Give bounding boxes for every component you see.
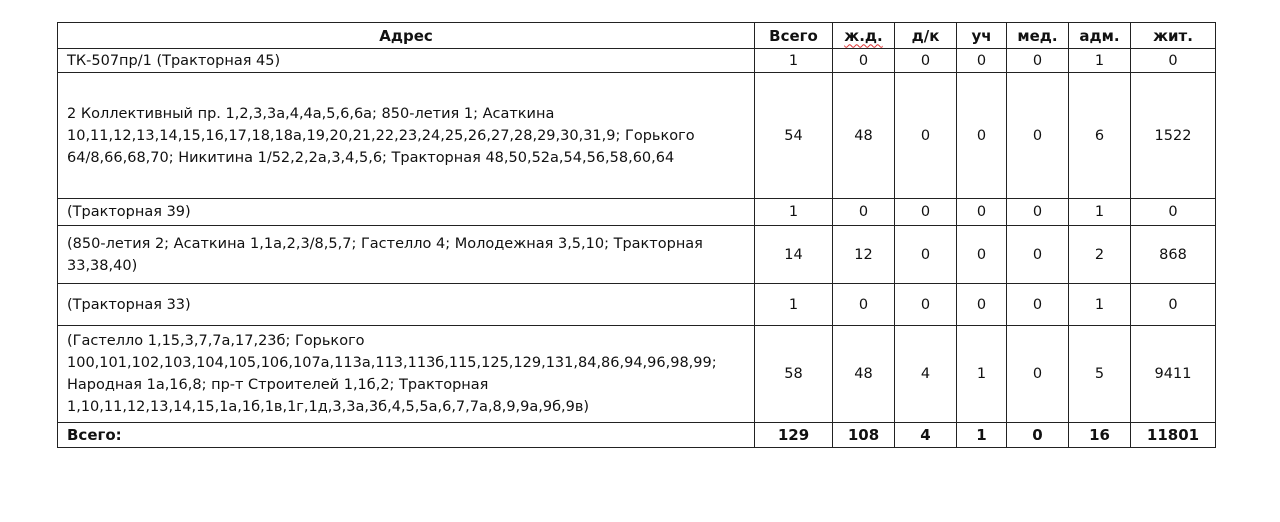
- header-adm: адм.: [1069, 23, 1131, 49]
- row-total: 1: [755, 199, 833, 226]
- totals-total: 129: [755, 423, 833, 448]
- row-zhit: 0: [1131, 284, 1216, 326]
- table-row: [58, 73, 1216, 199]
- totals-zhit: 11801: [1131, 423, 1216, 448]
- row-address: ТК-507пр/1 (Тракторная 45): [58, 49, 755, 73]
- row-zhit: 0: [1131, 49, 1216, 73]
- row-address: (Гастелло 1,15,3,7,7а,17,23б; Горького 100,101,102,103,104,105,106,107а,113а,113,113б,115,125,129,131,84,86,94,96,98,99; Народная 1а,16,8; пр-т Строителей 1,1б,2; Тракторная 1,10,11,12,13,14,15,1а,1б,1в,1г,1д,3,3а,3б,4,5,5а,6,7,7а,8,9,9а,9б,9в): [58, 326, 755, 423]
- header-uch: уч: [957, 23, 1007, 49]
- row-zhd: 0: [833, 199, 895, 226]
- row-med: 0: [1007, 284, 1069, 326]
- table-row: [58, 199, 1216, 226]
- row-uch: 0: [957, 49, 1007, 73]
- row-address: 2 Коллективный пр. 1,2,3,3а,4,4а,5,6,6а; 850-летия 1; Асаткина 10,11,12,13,14,15,16,17,18,18а,19,20,21,22,23,24,25,26,27,28,29,30,31,9; Горького 64/8,66,68,70; Никитина 1/52,2,2а,3,4,5,6; Тракторная 48,50,52а,54,56,58,60,64: [58, 73, 755, 199]
- row-address: (850-летия 2; Асаткина 1,1а,2,3/8,5,7; Гастелло 4; Молодежная 3,5,10; Тракторная 33,38,40): [58, 226, 755, 284]
- row-address: (Тракторная 33): [58, 284, 755, 326]
- row-med: 0: [1007, 73, 1069, 199]
- row-med: 0: [1007, 199, 1069, 226]
- row-dk: 0: [895, 199, 957, 226]
- table-row: [58, 326, 1216, 423]
- row-uch: 1: [957, 326, 1007, 423]
- header-row: [58, 23, 1216, 49]
- row-total: 1: [755, 49, 833, 73]
- header-med: мед.: [1007, 23, 1069, 49]
- row-adm: 1: [1069, 284, 1131, 326]
- header-total: Всего: [755, 23, 833, 49]
- totals-zhd: 108: [833, 423, 895, 448]
- row-total: 58: [755, 326, 833, 423]
- row-med: 0: [1007, 49, 1069, 73]
- row-zhd: 48: [833, 73, 895, 199]
- row-zhit: 0: [1131, 199, 1216, 226]
- row-adm: 2: [1069, 226, 1131, 284]
- row-zhd: 48: [833, 326, 895, 423]
- row-total: 1: [755, 284, 833, 326]
- row-med: 0: [1007, 226, 1069, 284]
- row-med: 0: [1007, 326, 1069, 423]
- address-table: [57, 22, 1216, 448]
- totals-row: [58, 423, 1216, 448]
- row-dk: 0: [895, 73, 957, 199]
- totals-label: Всего:: [58, 423, 755, 448]
- row-dk: 4: [895, 326, 957, 423]
- header-dk: д/к: [895, 23, 957, 49]
- header-zhit: жит.: [1131, 23, 1216, 49]
- row-adm: 1: [1069, 199, 1131, 226]
- row-adm: 6: [1069, 73, 1131, 199]
- totals-dk: 4: [895, 423, 957, 448]
- table-row: [58, 284, 1216, 326]
- row-total: 54: [755, 73, 833, 199]
- row-adm: 5: [1069, 326, 1131, 423]
- totals-adm: 16: [1069, 423, 1131, 448]
- row-zhit: 9411: [1131, 326, 1216, 423]
- row-zhit: 1522: [1131, 73, 1216, 199]
- totals-med: 0: [1007, 423, 1069, 448]
- row-zhd: 12: [833, 226, 895, 284]
- document-sheet: [57, 22, 1215, 448]
- header-address: Адрес: [58, 23, 755, 49]
- row-total: 14: [755, 226, 833, 284]
- row-uch: 0: [957, 226, 1007, 284]
- row-dk: 0: [895, 284, 957, 326]
- table-row: [58, 226, 1216, 284]
- totals-uch: 1: [957, 423, 1007, 448]
- row-zhd: 0: [833, 284, 895, 326]
- row-dk: 0: [895, 226, 957, 284]
- header-zhd-label: ж.д.: [844, 26, 883, 45]
- row-uch: 0: [957, 284, 1007, 326]
- row-adm: 1: [1069, 49, 1131, 73]
- row-dk: 0: [895, 49, 957, 73]
- row-zhit: 868: [1131, 226, 1216, 284]
- row-uch: 0: [957, 73, 1007, 199]
- row-zhd: 0: [833, 49, 895, 73]
- header-zhd: [833, 23, 895, 49]
- row-address: (Тракторная 39): [58, 199, 755, 226]
- table-row: [58, 49, 1216, 73]
- row-uch: 0: [957, 199, 1007, 226]
